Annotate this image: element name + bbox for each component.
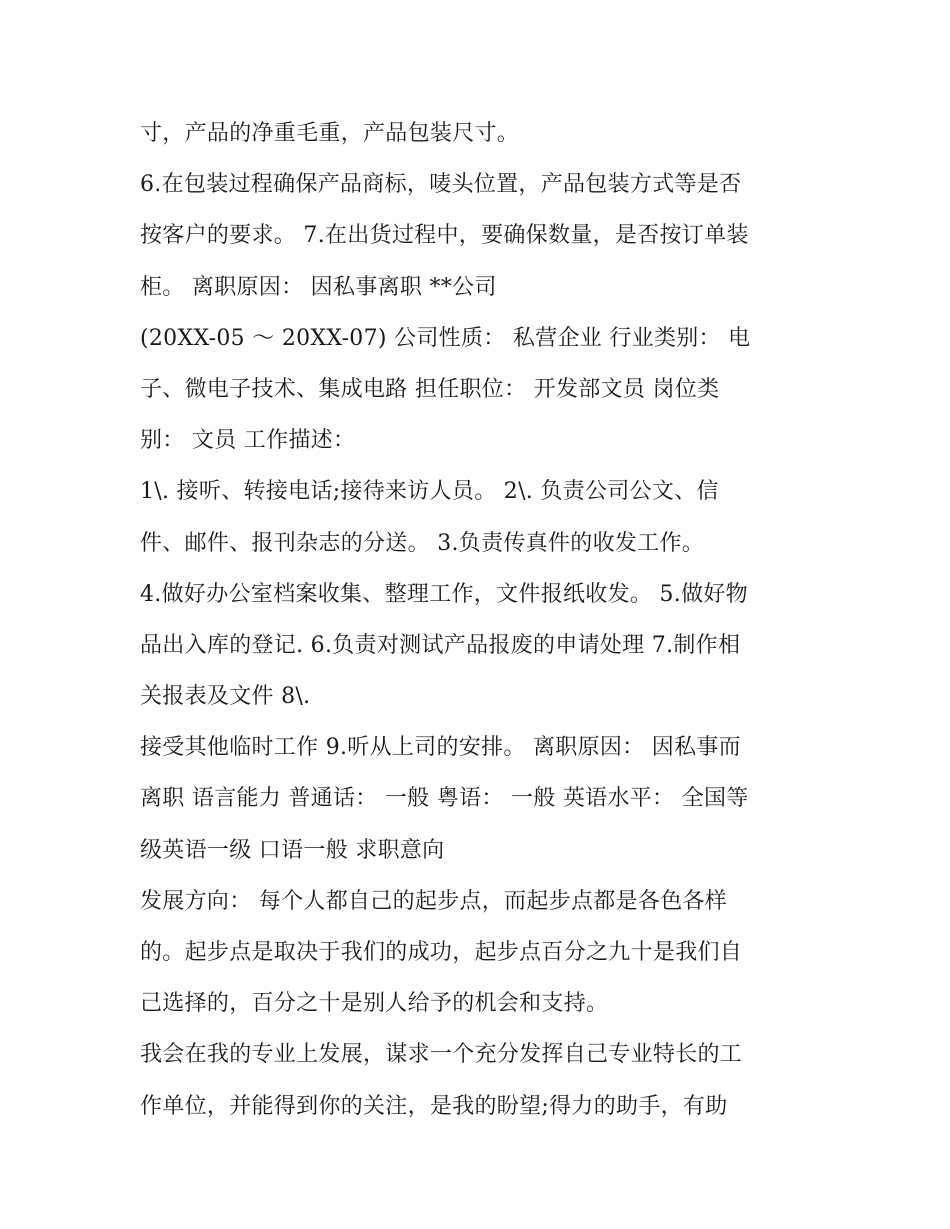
text-line: 1\. 接听、转接电话;接待来访人员。 2\. 负责公司公文、信 bbox=[140, 479, 719, 505]
text-line: 级英语一级 口语一般 求职意向 bbox=[140, 837, 445, 863]
text-line: 6.在包装过程确保产品商标，唛头位置，产品包装方式等是否 bbox=[140, 172, 742, 198]
text-line: 接受其他临时工作 9.听从上司的安排。 离职原因： 因私事而 bbox=[140, 735, 741, 761]
text-line: 4.做好办公室档案收集、整理工作，文件报纸收发。 5.做好物 bbox=[140, 581, 748, 607]
text-line: (20XX-05 ～ 20XX-07) 公司性质： 私营企业 行业类别： 电 bbox=[140, 325, 751, 351]
text-line: 柜。 离职原因： 因私事离职 **公司 bbox=[140, 274, 497, 300]
text-line: 品出入库的登记. 6.负责对测试产品报废的申请处理 7.制作相 bbox=[140, 632, 741, 658]
document-body bbox=[140, 108, 820, 1132]
text-line: 我会在我的专业上发展，谋求一个充分发挥自己专业特长的工 bbox=[140, 1042, 743, 1068]
text-line: 离职 语言能力 普通话： 一般 粤语： 一般 英语水平： 全国等 bbox=[140, 786, 749, 812]
text-line: 子、微电子技术、集成电路 担任职位： 开发部文员 岗位类 bbox=[140, 376, 720, 402]
text-line: 作单位，并能得到你的关注，是我的盼望;得力的助手，有助 bbox=[140, 1093, 728, 1119]
text-line: 别： 文员 工作描述： bbox=[140, 428, 356, 454]
text-line: 发展方向： 每个人都自己的起步点，而起步点都是各色各样 bbox=[140, 888, 728, 914]
text-line: 己选择的，百分之十是别人给予的机会和支持。 bbox=[140, 991, 609, 1017]
text-line: 的。起步点是取决于我们的成功，起步点百分之九十是我们自 bbox=[140, 940, 743, 965]
text-line: 件、邮件、报刊杂志的分送。 3.负责传真件的收发工作。 bbox=[140, 530, 705, 556]
text-line: 寸，产品的净重毛重，产品包装尺寸。 bbox=[140, 121, 520, 146]
text-line: 按客户的要求。 7.在出货过程中，要确保数量，是否按订单装 bbox=[140, 223, 749, 249]
text-line: 关报表及文件 8\. bbox=[140, 684, 311, 710]
